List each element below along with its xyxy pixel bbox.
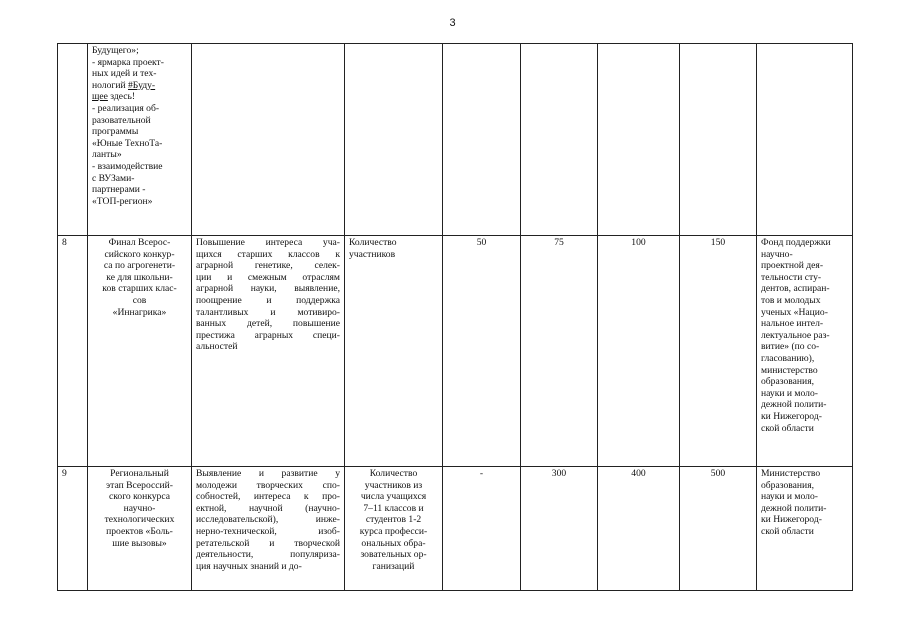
event-name-line: ке для школьни- — [106, 271, 173, 283]
indicator-line: 7–11 классов и — [363, 502, 424, 514]
indicator-cell — [345, 236, 443, 467]
responsible-line: научно- — [761, 248, 793, 260]
hashtag-link-text: #Буду- — [128, 79, 156, 91]
responsible-line: образования, — [761, 376, 815, 388]
hashtag-link-text: щее — [92, 91, 108, 103]
event-name-cell — [88, 467, 192, 591]
goal-line: щихся старших классов к — [196, 248, 340, 260]
event-name-line: Финал Всерос- — [108, 237, 171, 248]
indicator-line: зовательных ор- — [360, 549, 427, 561]
responsible-line: ской области — [761, 422, 814, 434]
value-cell-1: - — [443, 467, 521, 591]
responsible-line: ки Нижегород- — [761, 514, 822, 526]
goal-line: Повышение интереса уча- — [196, 237, 340, 248]
value-cell-3: 400 — [598, 467, 680, 591]
value-cell-3: 100 — [598, 236, 680, 467]
event-name-line: «ТОП-регион» — [92, 195, 153, 207]
row-number-cell — [58, 44, 88, 236]
goal-line: собностей, интереса к про- — [196, 491, 340, 503]
goal-line: аграрной генетике, селек- — [196, 260, 340, 272]
indicator-cell — [345, 467, 443, 591]
goal-line: ектной, научной (научно- — [196, 502, 340, 514]
value-cell-2 — [521, 44, 598, 236]
indicator-line: участников из — [364, 479, 423, 491]
row-number-cell: 8 — [58, 236, 88, 467]
responsible-line: лектуальное раз- — [761, 329, 830, 341]
event-name-line: - реализация об- — [92, 102, 160, 114]
event-name-line: - ярмарка проект- — [92, 56, 164, 68]
event-name-line: щее здесь! — [92, 91, 136, 103]
table-row — [58, 467, 853, 591]
responsible-line: нальное интел- — [761, 318, 824, 330]
responsible-line: дежной полити- — [761, 502, 827, 514]
responsible-line: науки и моло- — [761, 387, 818, 399]
responsible-line: Министерство — [761, 468, 821, 479]
goal-description-cell — [192, 467, 345, 591]
event-name-line: ского конкурса — [109, 491, 170, 503]
event-name-line: - взаимодействие — [92, 160, 163, 172]
responsible-cell — [757, 467, 853, 591]
event-name-line: сийского конкур- — [104, 248, 175, 260]
goal-line: нерно-технической, изоб- — [196, 525, 340, 537]
indicator-line: Количество — [349, 237, 397, 248]
row-number-cell: 9 — [58, 467, 88, 591]
responsible-line: ученых «Нацио- — [761, 306, 828, 318]
indicator-line: Количество — [369, 468, 418, 479]
responsible-line: витие» (по со- — [761, 341, 820, 353]
goal-line: ции и смежным отраслям — [196, 271, 340, 283]
responsible-line: дентов, аспиран- — [761, 283, 830, 295]
goal-line: аграрной науки, выявление, — [196, 283, 340, 295]
events-table — [57, 43, 853, 591]
event-name-line: ных идей и тех- — [92, 68, 157, 80]
value-cell-2: 300 — [521, 467, 598, 591]
event-name-line: Будущего»; — [92, 45, 139, 56]
goal-line: ретательской и творческой — [196, 537, 340, 549]
responsible-line: Фонд поддержки — [761, 237, 831, 248]
table-row — [58, 236, 853, 467]
responsible-line: ской области — [761, 525, 814, 537]
event-name-line: сов — [132, 294, 147, 306]
event-name-line: са по агрогенети- — [103, 260, 176, 272]
goal-line: исследовательской), инже- — [196, 514, 340, 526]
event-name-line: с ВУЗами- — [92, 172, 135, 184]
goal-line: деятельности, популяриза- — [196, 549, 340, 561]
value-cell-1 — [443, 44, 521, 236]
event-name-line: партнерами - — [92, 184, 146, 196]
responsible-line: тельности сту- — [761, 271, 822, 283]
event-name-line: «Иннагрика» — [112, 306, 167, 318]
event-name-line: шие вызовы» — [112, 537, 167, 549]
responsible-line: дежной полити- — [761, 399, 827, 411]
goal-description-cell — [192, 236, 345, 467]
indicator-line: курса професси- — [359, 525, 428, 537]
event-name-line: Региональный — [110, 468, 169, 479]
event-name-cell — [88, 236, 192, 467]
event-name-line: разовательной — [92, 114, 151, 126]
event-name-line: программы — [92, 126, 139, 138]
responsible-line: гласованию), — [761, 352, 815, 364]
goal-line: альностей — [196, 341, 238, 353]
responsible-line: проектной дея- — [761, 260, 824, 272]
value-cell-3 — [598, 44, 680, 236]
event-name-line: «Юные ТехноТа- — [92, 137, 163, 149]
goal-line: ванных детей, повышение — [196, 318, 340, 330]
goal-line: Выявление и развитие у — [196, 468, 340, 479]
goal-line: талантливых и мотивиро- — [196, 306, 340, 318]
goal-line: ция научных знаний и до- — [196, 560, 302, 572]
event-name-line: нологий #Буду- — [92, 79, 156, 91]
goal-line: поощрение и поддержка — [196, 294, 340, 306]
responsible-line: министерство — [761, 364, 818, 376]
event-name-line: технологических — [104, 514, 175, 526]
indicator-line: числа учащихся — [360, 491, 427, 503]
event-name-line: научно- — [123, 502, 156, 514]
table-row — [58, 44, 853, 236]
value-cell-1: 50 — [443, 236, 521, 467]
event-name-line: ков старших клас- — [102, 283, 177, 295]
value-cell-4: 500 — [680, 467, 757, 591]
responsible-line: ки Нижегород- — [761, 410, 822, 422]
indicator-line: ональных обра- — [361, 537, 426, 549]
event-name-line: проектов «Боль- — [106, 525, 173, 537]
indicator-cell — [345, 44, 443, 236]
responsible-cell — [757, 236, 853, 467]
value-cell-2: 75 — [521, 236, 598, 467]
goal-line: молодежи творческих спо- — [196, 479, 340, 491]
indicator-line: участников — [349, 248, 396, 260]
event-name-line: этап Всероссий- — [106, 479, 173, 491]
value-cell-4 — [680, 44, 757, 236]
responsible-line: тов и молодых — [761, 294, 821, 306]
value-cell-4: 150 — [680, 236, 757, 467]
goal-line: престижа аграрных специ- — [196, 329, 340, 341]
indicator-line: ганизаций — [372, 560, 415, 572]
indicator-line: студентов 1-2 — [365, 514, 422, 526]
responsible-cell — [757, 44, 853, 236]
event-name-cell — [88, 44, 192, 236]
page-number: 3 — [449, 17, 456, 29]
responsible-line: образования, — [761, 479, 815, 491]
goal-description-cell — [192, 44, 345, 236]
event-name-line: ланты» — [92, 149, 122, 161]
responsible-line: науки и моло- — [761, 491, 818, 503]
